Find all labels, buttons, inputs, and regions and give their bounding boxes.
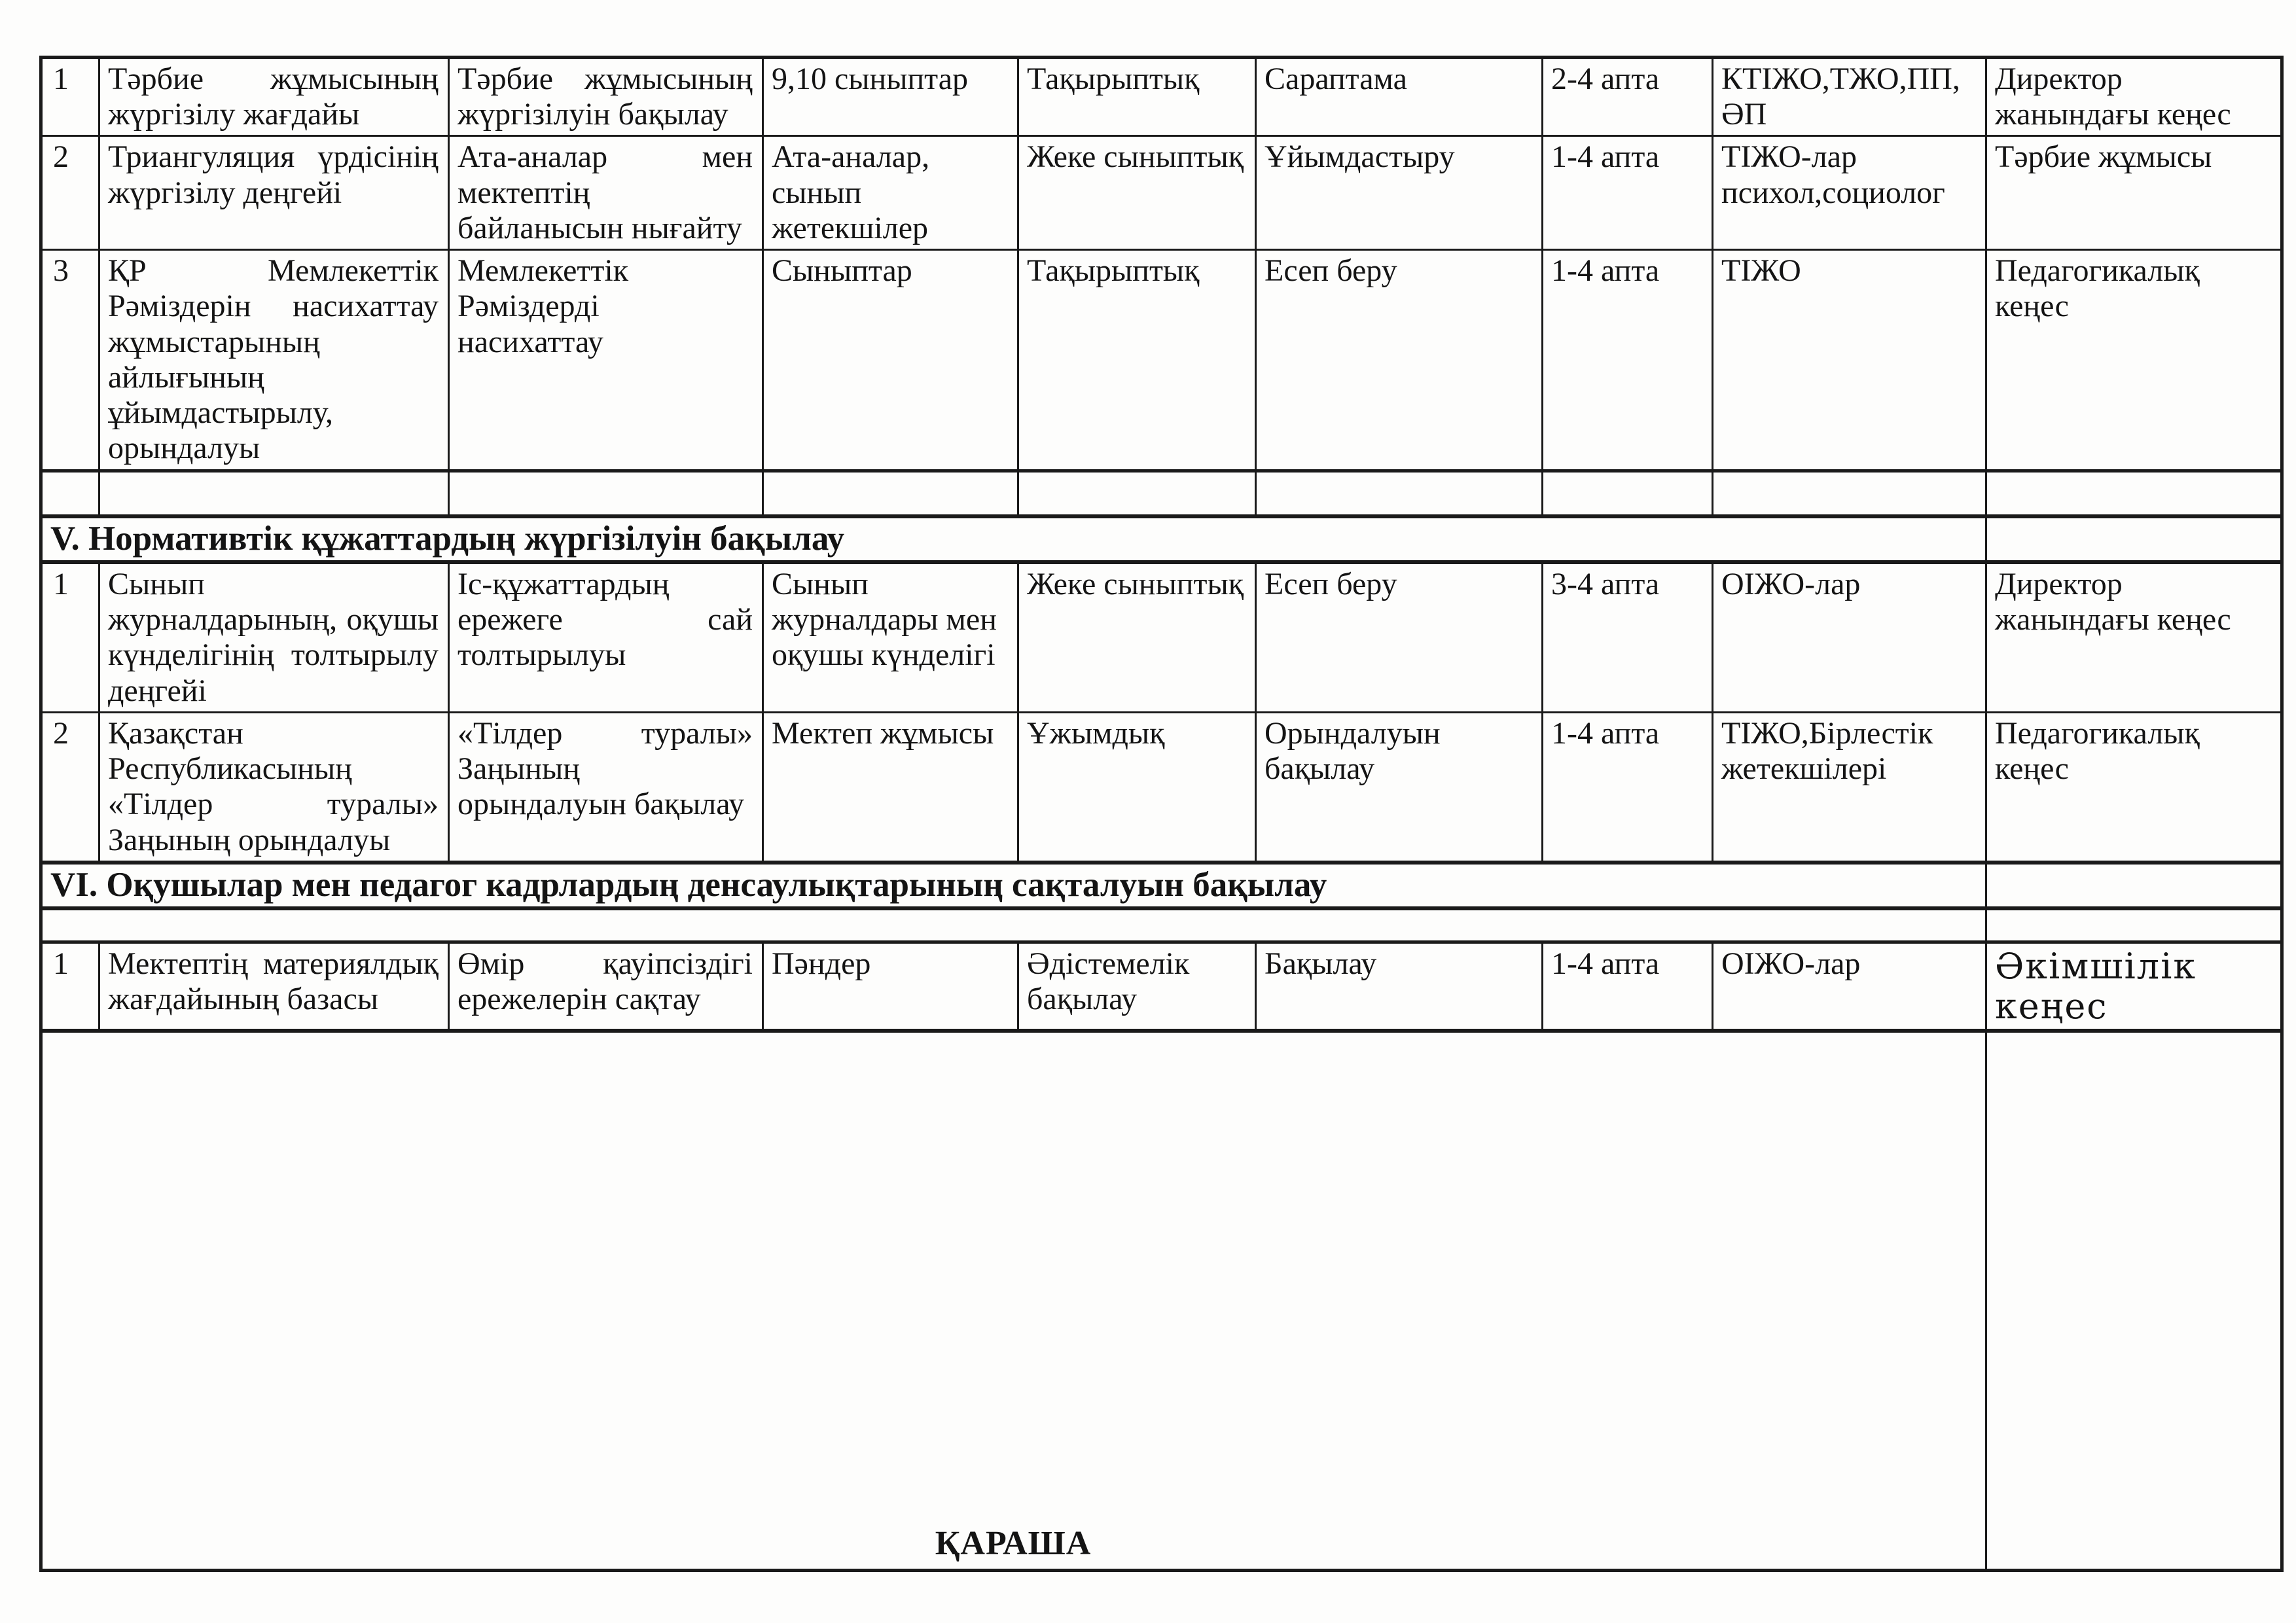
cell-form: Тақырыптық — [1018, 250, 1256, 471]
cell-method: Орындалуын бақылау — [1256, 712, 1543, 862]
empty-cell — [1986, 908, 2282, 942]
cell-number: 2 — [41, 136, 99, 250]
cell-form: Тақырыптық — [1018, 58, 1256, 136]
cell-object: 9,10 сыныптар — [763, 58, 1018, 136]
cell-goal: «Тілдер туралы» Заңының орындалуын бақылау — [449, 712, 763, 862]
cell-week: 1-4 апта — [1543, 712, 1713, 862]
empty-cell — [1986, 1031, 2282, 1570]
cell-week: 1-4 апта — [1543, 942, 1713, 1031]
section-vi-title: VI. Оқушылар мен педагог кадрлардың денсаулықтарының сақталуын бақылау — [41, 863, 1986, 908]
empty-row — [41, 908, 2282, 942]
table-row — [41, 58, 2282, 136]
cell-method: Есеп беру — [1256, 250, 1543, 471]
cell-goal: Өмір қауіпсіздігі ережелерін сақтау — [449, 942, 763, 1031]
table-row — [41, 250, 2282, 471]
cell-responsible: ОІЖО-лар — [1713, 562, 1986, 712]
empty-cell — [1986, 863, 2282, 908]
section-vi-header-row — [41, 863, 2282, 908]
cell-method: Сараптама — [1256, 58, 1543, 136]
empty-cell — [1713, 471, 1986, 516]
cell-topic: Сынып журналдарының, оқушы күнделігінің толтырылу деңгейі — [99, 562, 449, 712]
cell-week: 1-4 апта — [1543, 136, 1713, 250]
section-v-header-row — [41, 516, 2282, 562]
cell-topic: ҚР Мемлекеттік Рәміздерін насихаттау жұмыстарының айлығының ұйымдастырылу, орындалуы — [99, 250, 449, 471]
table-row — [41, 942, 2282, 1031]
cell-object: Пәндер — [763, 942, 1018, 1031]
cell-topic: Мектептің материялдық жағдайының базасы — [99, 942, 449, 1031]
empty-row — [41, 471, 2282, 516]
cell-week: 2-4 апта — [1543, 58, 1713, 136]
month-label: ҚАРАША — [41, 1031, 1986, 1570]
table-row — [41, 562, 2282, 712]
empty-cell — [1986, 471, 2282, 516]
table-row — [41, 136, 2282, 250]
cell-method: Ұйымдастыру — [1256, 136, 1543, 250]
empty-cell — [449, 471, 763, 516]
empty-cell — [763, 471, 1018, 516]
cell-responsible: ТІЖО-лар психол,социолог — [1713, 136, 1986, 250]
cell-goal: Ата-аналар мен мектептің байланысын нығайту — [449, 136, 763, 250]
cell-goal: Тәрбие жұмысының жүргізілуін бақылау — [449, 58, 763, 136]
cell-outcome: Педагогикалық кеңес — [1986, 712, 2282, 862]
empty-cell — [1018, 471, 1256, 516]
cell-object: Ата-аналар, сынып жетекшілер — [763, 136, 1018, 250]
cell-outcome: Тәрбие жұмысы — [1986, 136, 2282, 250]
cell-number: 1 — [41, 562, 99, 712]
cell-number: 1 — [41, 942, 99, 1031]
table-row — [41, 712, 2282, 862]
cell-form: Әдістемелік бақылау — [1018, 942, 1256, 1031]
cell-week: 1-4 апта — [1543, 250, 1713, 471]
cell-responsible: ТІЖО — [1713, 250, 1986, 471]
cell-topic: Тәрбие жұмысының жүргізілу жағдайы — [99, 58, 449, 136]
cell-number: 1 — [41, 58, 99, 136]
empty-cell — [41, 908, 1986, 942]
cell-topic: Қазақстан Республикасының «Тілдер туралы» Заңының орындалуы — [99, 712, 449, 862]
empty-cell — [1986, 516, 2282, 562]
cell-goal: Іс-құжаттардың ережеге сай толтырылуы — [449, 562, 763, 712]
cell-method: Бақылау — [1256, 942, 1543, 1031]
empty-cell — [1256, 471, 1543, 516]
empty-cell — [41, 471, 99, 516]
cell-form: Жеке сыныптық — [1018, 562, 1256, 712]
cell-outcome: Педагогикалық кеңес — [1986, 250, 2282, 471]
cell-week: 3-4 апта — [1543, 562, 1713, 712]
cell-outcome: Директор жанындағы кеңес — [1986, 58, 2282, 136]
month-row — [41, 1031, 2282, 1570]
cell-method: Есеп беру — [1256, 562, 1543, 712]
section-v-title: V. Нормативтік құжаттардың жүргізілуін бақылау — [41, 516, 1986, 562]
empty-cell — [99, 471, 449, 516]
cell-form: Жеке сыныптық — [1018, 136, 1256, 250]
cell-responsible: ТІЖО,Бірлестік жетекшілері — [1713, 712, 1986, 862]
cell-topic: Триангуляция үрдісінің жүргізілу деңгейі — [99, 136, 449, 250]
cell-number: 2 — [41, 712, 99, 862]
cell-form: Ұжымдық — [1018, 712, 1256, 862]
cell-outcome: Директор жанындағы кеңес — [1986, 562, 2282, 712]
cell-object: Мектеп жұмысы — [763, 712, 1018, 862]
cell-responsible: КТІЖО,ТЖО,ПП, ӘП — [1713, 58, 1986, 136]
cell-object: Сыныптар — [763, 250, 1018, 471]
empty-cell — [1543, 471, 1713, 516]
control-plan-table — [39, 56, 2284, 1572]
cell-goal: Мемлекеттік Рәміздерді насихаттау — [449, 250, 763, 471]
cell-number: 3 — [41, 250, 99, 471]
cell-object: Сынып журналдары мен оқушы күнделігі — [763, 562, 1018, 712]
cell-outcome: Әкімшілік кеңес — [1986, 942, 2282, 1031]
cell-responsible: ОІЖО-лар — [1713, 942, 1986, 1031]
